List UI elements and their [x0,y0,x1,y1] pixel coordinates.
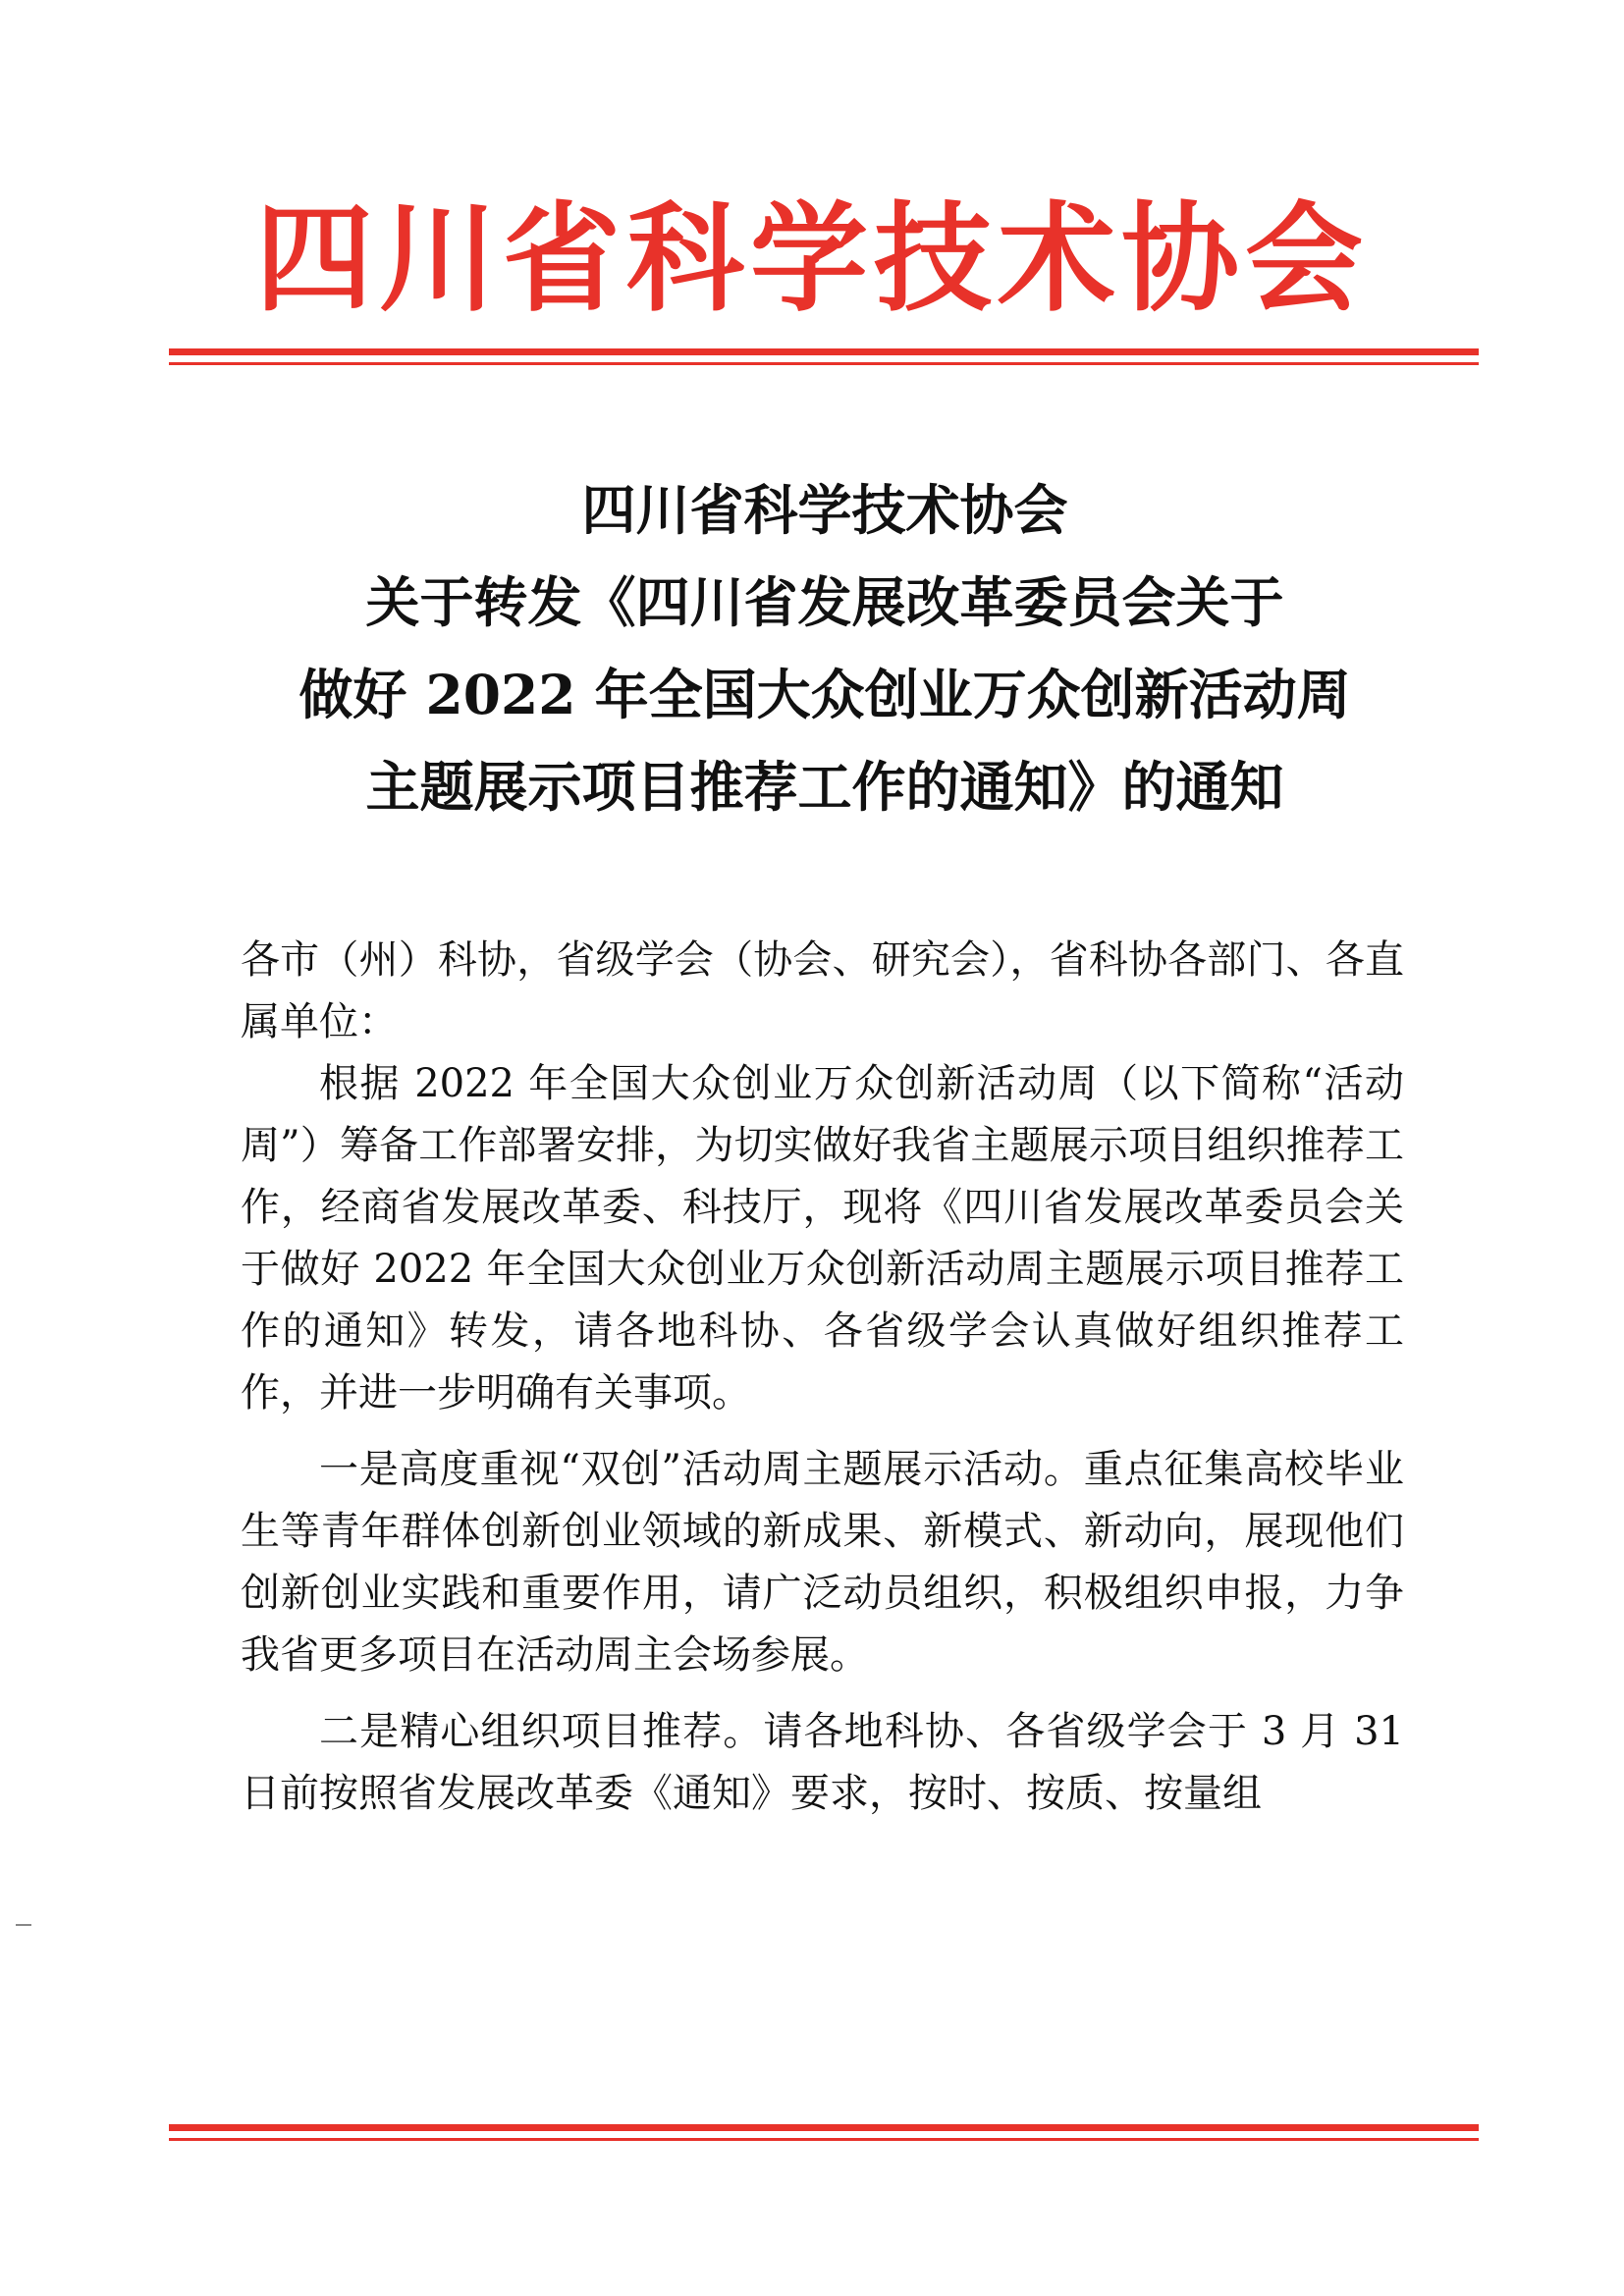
divider-thin-line [169,362,1479,365]
document-body [241,930,1404,1825]
footer-thick-line [169,2124,1479,2131]
document-title [157,464,1492,833]
salutation: 各市（州）科协，省级学会（协会、研究会），省科协各部门、各直属单位： [241,937,1404,1044]
divider-thick-line [169,348,1479,355]
title-line-3: 做好 2022 年全国大众创业万众创新活动周 [298,663,1351,726]
paragraph-1: 根据 2022 年全国大众创业万众创新活动周（以下简称“活动周”）筹备工作部署安排，为切实做好我省主题展示项目组织推荐工作，经商省发展改革委、科技厅，现将《四川省发展改革委员会关于做好 2022 年全国大众创业万众创新活动周主题展示项目推荐工作的通知》转发，请各地科协、各省级学会认真做好组织推荐工作，并进一步明确有关事项。 [241,1061,1404,1415]
footer-divider [169,2124,1479,2141]
letterhead-org-name: 四川省科学技术协会 [255,191,1369,328]
letterhead-divider [169,348,1479,365]
footer-thin-line [169,2138,1479,2141]
scan-margin-mark [16,1924,31,1926]
paragraph-2: 一是高度重视“双创”活动周主题展示活动。重点征集高校毕业生等青年群体创新创业领域的新成果、新模式、新动向，展现他们创新创业实践和重要作用，请广泛动员组织，积极组织申报，力争我省更多项目在活动周主会场参展。 [241,1447,1404,1678]
title-line-1: 四川省科学技术协会 [581,478,1068,542]
paragraph-3: 二是精心组织项目推荐。请各地科协、各省级学会于 3 月 31 日前按照省发展改革委《通知》要求，按时、按质、按量组 [241,1709,1404,1816]
title-line-4: 主题展示项目推荐工作的通知》的通知 [365,755,1284,819]
title-line-2: 关于转发《四川省发展改革委员会关于 [365,570,1284,634]
